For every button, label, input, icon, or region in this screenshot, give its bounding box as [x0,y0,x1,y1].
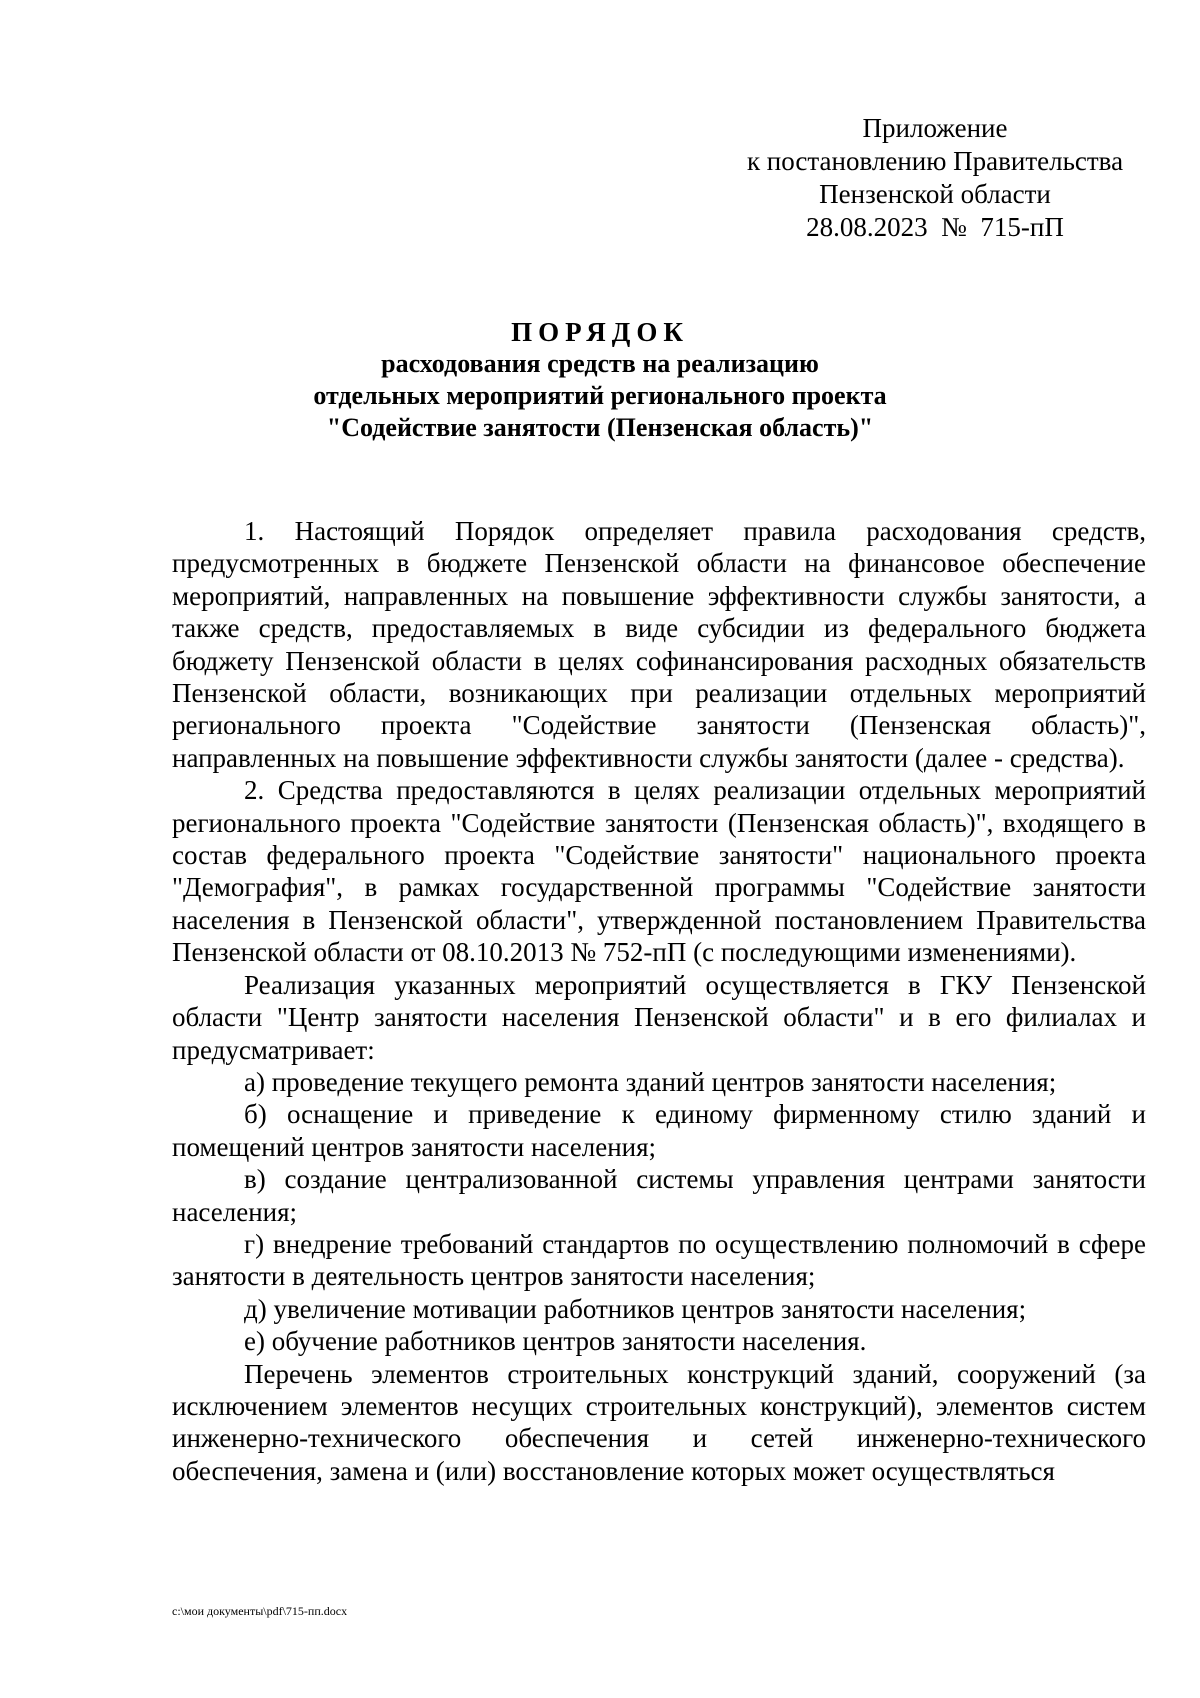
list-item-e: е) обучение работников центров занятости населения. [244,1326,867,1357]
list-item-b: б) оснащение и приведение к единому фирменному стилю зданий и помещений центров занятости населения; [172,1099,1146,1162]
list-item-a: а) проведение текущего ремонта зданий центров занятости населения; [244,1066,1057,1097]
paragraph-implementation: Реализация указанных мероприятий осуществляется в ГКУ Пензенской области "Центр занятости населения Пензенской области" и в его филиалах и предусматривает: [172,969,1146,1065]
paragraph-list-of-elements: Перечень элементов строительных конструкций зданий, сооружений (за исключением элементов несущих строительных конструкций), элементов систем инженерно-технического обеспечения и сетей инженерно-технического обеспечения, замена и (или) восстановление которых может осуществляться [172,1358,1146,1486]
list-item-v: в) создание централизованной системы управления центрами занятости населения; [172,1164,1146,1227]
document-body [172,515,1146,1487]
list-item-d: д) увеличение мотивации работников центров занятости населения; [244,1293,1027,1324]
paragraph-2: 2. Средства предоставляются в целях реализации отдельных мероприятий регионального проекта "Содействие занятости (Пензенская область)", входящего в состав федерального проекта "Содействие занятости" национального проекта "Демография", в рамках государственной программы "Содействие занятости населения в Пензенской области", утвержденной постановлением Правительства Пензенской области от 08.10.2013 № 752-пП (с последующими изменениями). [172,775,1146,968]
annex-line: Пензенской области [819,179,1051,209]
annex-line: Приложение [862,113,1008,143]
annex-line: к постановлению Правительства [746,146,1124,176]
title-main: ПОРЯДОК [511,317,689,347]
title-line: "Содействие занятости (Пензенская область)" [326,413,874,442]
annex-date-number: 28.08.2023 № 715-пП [806,212,1064,242]
footer-file-path: c:\мои документы\pdf\715-пп.docx [172,1604,348,1618]
list-item-g: г) внедрение требований стандартов по осуществлению полномочий в сфере занятости в деятельность центров занятости населения; [172,1228,1146,1292]
title-line: расходования средств на реализацию [381,349,819,378]
paragraph-1: 1. Настоящий Порядок определяет правила расходования средств, предусмотренных в бюджете Пензенской области на финансовое обеспечение мероприятий, направленных на повышение эффективности службы занятости, а также средств, предоставляемых в виде субсидии из федерального бюджета бюджету Пензенской области в целях софинансирования расходных обязательств Пензенской области, возникающих при реализации отдельных мероприятий регионального проекта "Содействие занятости (Пензенская область)", направленных на повышение эффективности службы занятости (далее - средства). [172,516,1146,773]
annex-header [745,112,1125,244]
title-line: отдельных мероприятий регионального проекта [313,381,887,410]
document-title [150,316,1050,444]
